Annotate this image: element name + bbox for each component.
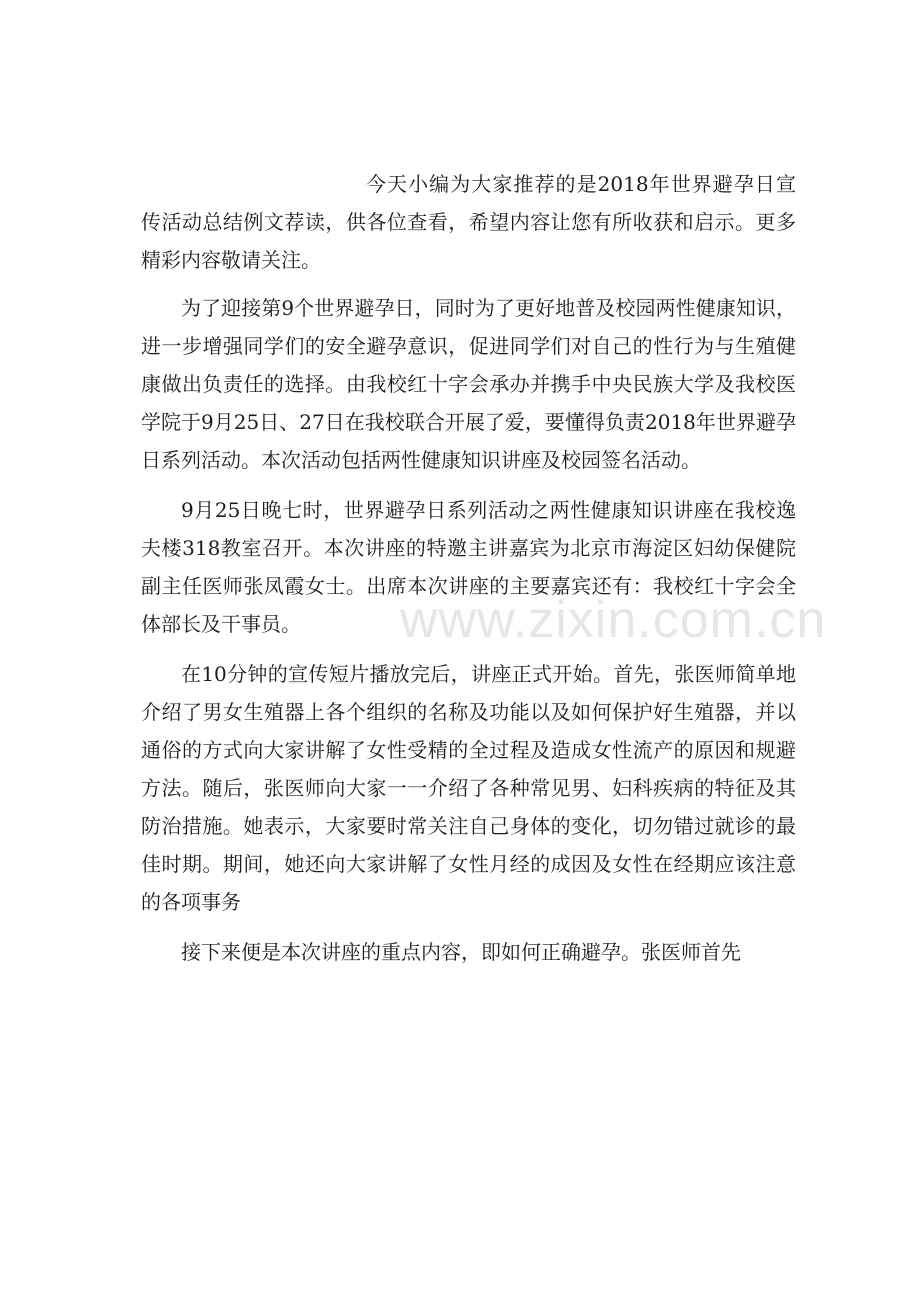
intro-paragraph: 今天小编为大家推荐的是2018年世界避孕日宣传活动总结例文荐读，供各位查看，希望内容让您有所收获和启示。更多精彩内容敬请关注。 — [141, 172, 796, 272]
body-paragraph-1: 为了迎接第9个世界避孕日，同时为了更好地普及校园两性健康知识，进一步增强同学们的安全避孕意识，促进同学们对自己的性行为与生殖健康做出负责任的选择。由我校红十字会承办并携手中央民族大学及我校医学院于9月25日、27日在我校联合开展了爱，要懂得负责2018年世界避孕日系列活动。本次活动包括两性健康知识讲座及校园签名活动。 — [141, 296, 796, 472]
document-body — [141, 165, 796, 983]
watermark: www.zixin.com.cn — [400, 591, 827, 649]
body-paragraph-2: 9月25日晚七时，世界避孕日系列活动之两性健康知识讲座在我校逸夫楼318教室召开。本次讲座的特邀主讲嘉宾为北京市海淀区妇幼保健院副主任医师张凤霞女士。出席本次讲座的主要嘉宾还有：我校红十字会全体部长及干事员。 — [141, 498, 796, 636]
body-paragraph-3: 在10分钟的宣传短片播放完后，讲座正式开始。首先，张医师简单地介绍了男女生殖器上各个组织的名称及功能以及如何保护好生殖器，并以通俗的方式向大家讲解了女性受精的全过程及造成女性流产的原因和规避方法。随后，张医师向大家一一介绍了各种常见男、妇科疾病的特征及其防治措施。她表示，大家要时常关注自己身体的变化，切勿错过就诊的最佳时期。期间，她还向大家讲解了女性月经的成因及女性在经期应该注意的各项事务 — [141, 662, 796, 914]
body-paragraph-4: 接下来便是本次讲座的重点内容，即如何正确避孕。张医师首先 — [181, 940, 741, 964]
